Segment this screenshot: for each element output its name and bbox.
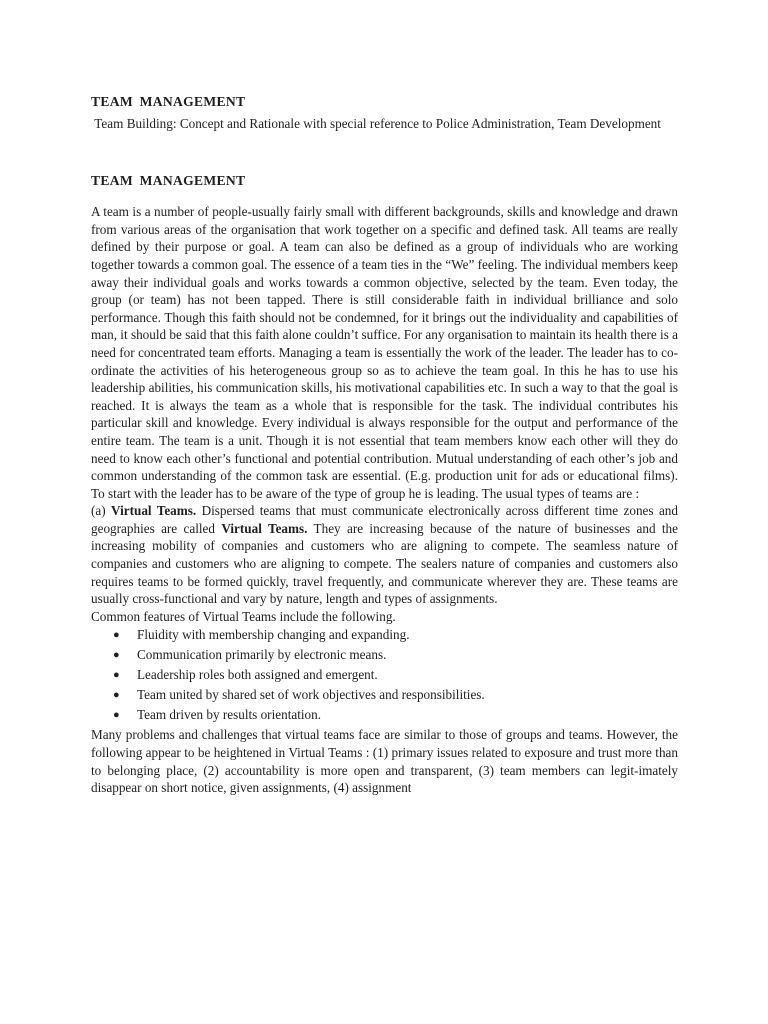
list-item [113, 685, 678, 705]
virtual-teams-paragraph [91, 502, 678, 608]
features-list [91, 625, 678, 725]
feature-text: Team driven by results orientation. [137, 707, 322, 723]
section-heading: TEAM MANAGEMENT [91, 172, 246, 188]
document-page [91, 93, 678, 797]
virtual-teams-text-2: They are increasing because of the nature of businesses and the increasing mobility of companies and customers who are aligning to compete. The seamless nature of companies and customers who are aligning to compete. The sealers nature of companies and customers also requires teams to be formed quickly, travel frequently, and communicate wherever they are. These teams are usually cross-functional and vary by nature, length and types of assignments. [91, 520, 678, 607]
bullet-icon: ● [113, 629, 120, 642]
feature-text: Communication primarily by electronic means. [137, 647, 387, 663]
problems-paragraph: Many problems and challenges that virtual teams face are similar to those of groups and teams. However, the following appear to be heightened in Virtual Teams : (1) primary issues related to exposure and trust more than to belonging place, (2) accountability is more open and transparent, (3) team members can legit-imately disappear on short notice, given assignments, (4) assignment [91, 727, 678, 796]
bullet-icon: ● [113, 649, 120, 662]
list-item [113, 645, 678, 665]
list-item [113, 665, 678, 685]
feature-text: Leadership roles both assigned and emergent. [137, 667, 378, 683]
document-title: TEAM MANAGEMENT [91, 94, 246, 109]
feature-text: Fluidity with membership changing and expanding. [137, 627, 410, 643]
bullet-icon: ● [113, 669, 120, 682]
virtual-teams-term: Virtual Teams. [111, 503, 197, 519]
document-subtitle [91, 114, 678, 134]
features-intro: Common features of Virtual Teams include the following. [91, 608, 396, 624]
document-subtitle-text: Team Building: Concept and Rationale with special reference to Police Administration, Team Development [94, 115, 661, 131]
intro-paragraph: A team is a number of people-usually fairly small with different backgrounds, skills and knowledge and drawn from various areas of the organisation that work together on a specific and defined task. All teams are really defined by their purpose or goal. A team can also be defined as a group of individuals who are working together towards a common goal. The essence of a team ties in the “We” feeling. The individual members keep away their individual goals and works towards a common objective, selected by the team. Even today, the group (or team) has not been tapped. There is still considerable faith in individual brilliance and solo performance. Though this faith should not be condemned, for it brings out the individuality and capabilities of man, it should be said that this faith alone couldn’t suffice. For any organisation to maintain its health there is a need for concentrated team efforts. Managing a team is essentially the work of the leader. The leader has to co-ordinate the activities of his heterogeneous group so as to achieve the team goal. In this he has to use his leadership abilities, his communication skills, his motivational capabilities etc. In such a way to that the goal is reached. It is always the team as a whole that is responsible for the task. The individual contributes his particular skill and knowledge. Every individual is always responsible for the output and performance of the entire team. The team is a unit. Though it is not essential that team members know each other will they do need to know each other’s functional and potential contribution. Mutual understanding of each other’s job and common understanding of the common task are essential. (E.g. production unit for ads or educational films). To start with the leader has to be aware of the type of group he is leading. The usual types of teams are : [91, 204, 678, 501]
bullet-icon: ● [113, 689, 120, 702]
feature-text: Team united by shared set of work objectives and responsibilities. [137, 687, 485, 703]
bullet-icon: ● [113, 709, 120, 722]
virtual-teams-term-2: Virtual Teams. [221, 520, 308, 536]
list-item [113, 625, 678, 645]
virtual-teams-prefix: (a) [91, 503, 112, 519]
list-item [113, 705, 678, 725]
virtual-teams-text-1: Dispersed teams that must communicate electronically across different time zones and geographies are called [91, 503, 678, 536]
